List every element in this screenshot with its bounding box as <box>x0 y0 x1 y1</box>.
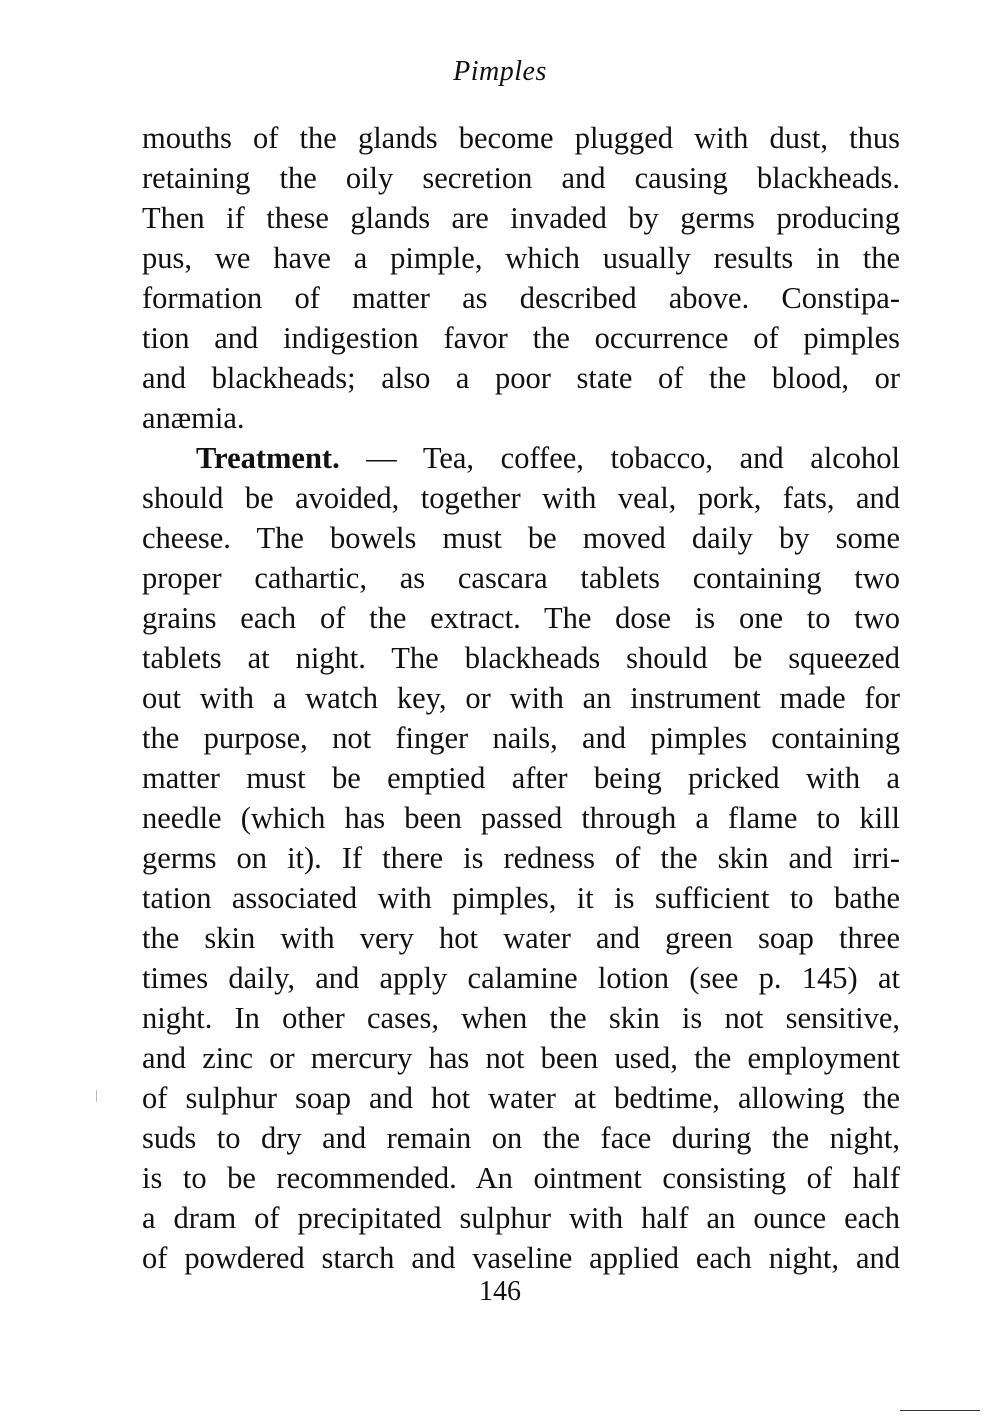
treatment-first-line <box>142 438 900 478</box>
text-line: tablets at night. The blackheads should be squeezed <box>142 641 900 675</box>
text-line: needle (which has been passed through a flame to kill <box>142 801 900 835</box>
text-line: germs on it). If there is redness of the skin and irri- <box>142 841 900 875</box>
page-number: 146 <box>479 1276 521 1307</box>
paragraph-treatment <box>142 438 900 1278</box>
text-line: anæmia. <box>142 401 245 435</box>
text-line: proper cathartic, as cascara tablets containing two <box>142 561 900 595</box>
body-text <box>142 118 900 1278</box>
scan-margin-mark <box>96 1090 97 1102</box>
text-line: tion and indigestion favor the occurrence of pimples <box>142 321 900 355</box>
text-line: should be avoided, together with veal, pork, fats, and <box>142 481 900 515</box>
text-line: is to be recommended. An ointment consisting of half <box>142 1161 900 1195</box>
text-span: — Tea, coffee, tobacco, and alcohol <box>339 441 900 475</box>
text-line: cheese. The bowels must be moved daily by some <box>142 521 900 555</box>
text-line: formation of matter as described above. Constipa- <box>142 281 900 315</box>
text-line: mouths of the glands become plugged with dust, thus <box>142 121 900 155</box>
text-line: of powdered starch and vaseline applied each night, and <box>142 1241 900 1275</box>
text-line: night. In other cases, when the skin is not sensitive, <box>142 1001 900 1035</box>
text-line: of sulphur soap and hot water at bedtime, allowing the <box>142 1081 900 1115</box>
text-line: the skin with very hot water and green soap three <box>142 921 900 955</box>
text-line: out with a watch key, or with an instrument made for <box>142 681 900 715</box>
text-line: a dram of precipitated sulphur with half an ounce each <box>142 1201 900 1235</box>
section-heading-treatment: Treatment. <box>196 441 340 475</box>
text-line: times daily, and apply calamine lotion (see p. 145) at <box>142 961 900 995</box>
text-line: and zinc or mercury has not been used, the employment <box>142 1041 900 1075</box>
paragraph-causes <box>142 118 900 438</box>
text-line: pus, we have a pimple, which usually results in the <box>142 241 900 275</box>
text-line: retaining the oily secretion and causing blackheads. <box>142 161 900 195</box>
text-line: suds to dry and remain on the face during the night, <box>142 1121 900 1155</box>
text-line: grains each of the extract. The dose is one to two <box>142 601 900 635</box>
text-line: Then if these glands are invaded by germs producing <box>142 201 900 235</box>
running-head: Pimples <box>453 56 547 87</box>
text-line: the purpose, not finger nails, and pimples containing <box>142 721 900 755</box>
text-line: and blackheads; also a poor state of the blood, or <box>142 361 900 395</box>
scan-edge-rule <box>900 1410 980 1411</box>
text-line: tation associated with pimples, it is sufficient to bathe <box>142 881 900 915</box>
text-line: matter must be emptied after being pricked with a <box>142 761 900 795</box>
